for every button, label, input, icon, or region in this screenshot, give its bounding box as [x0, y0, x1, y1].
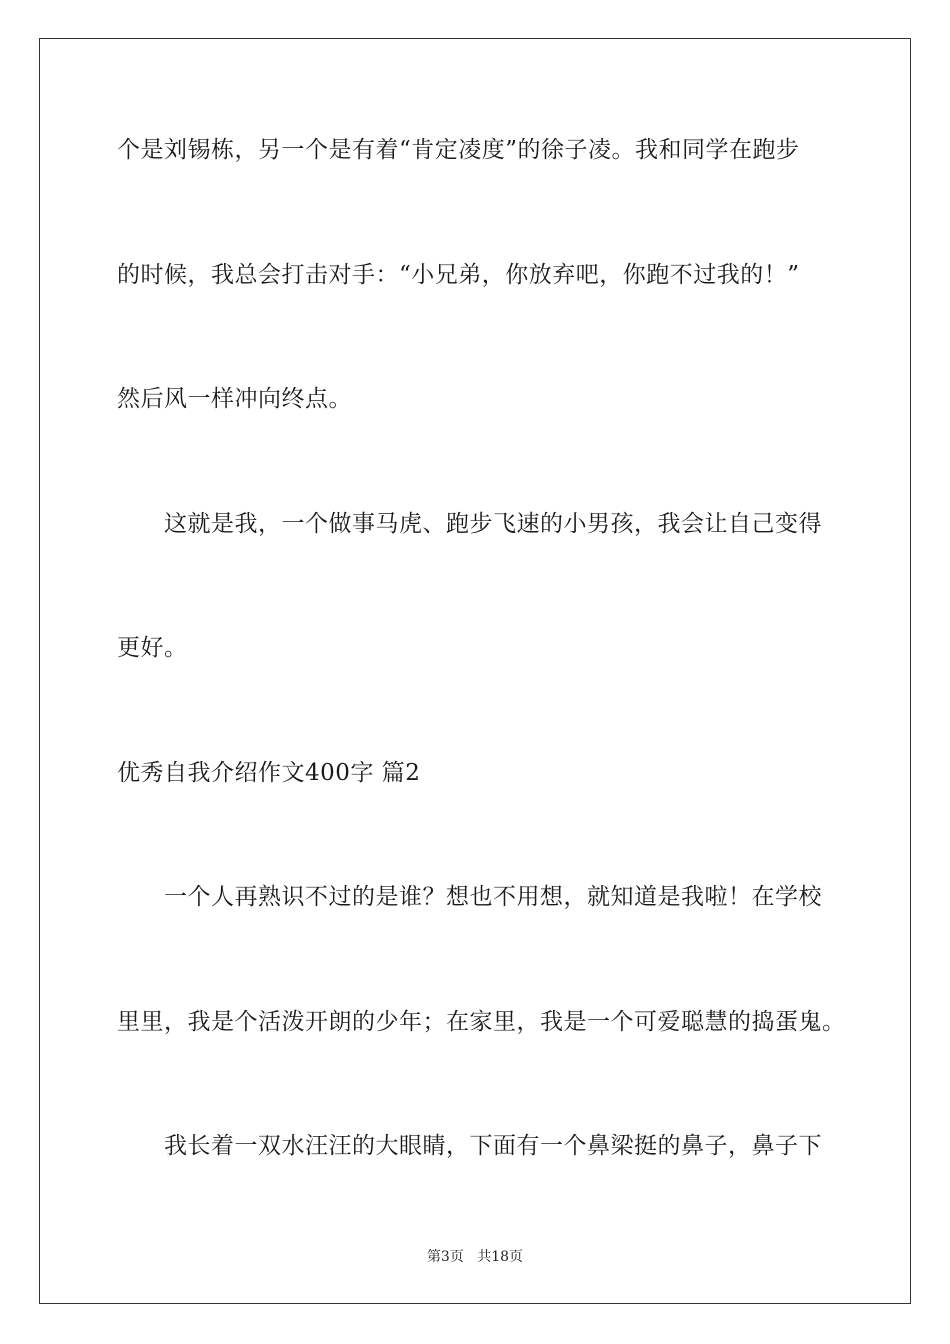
paragraph-line: 这就是我，一个做事马虎、跑步飞速的小男孩，我会让自己变得	[164, 511, 822, 537]
paragraph-line: 个是刘锡栋，另一个是有着“肯定凌度”的徐子凌。我和同学在跑步	[117, 137, 800, 163]
paragraph-line: 的时候，我总会打击对手：“小兄弟，你放弃吧，你跑不过我的！”	[117, 262, 800, 288]
page-border	[39, 38, 911, 1304]
page-number: 第3页	[426, 1249, 464, 1265]
paragraph-line: 一个人再熟识不过的是谁？想也不用想，就知道是我啦！在学校	[164, 884, 822, 910]
section-heading: 优秀自我介绍作文400字 篇2	[117, 760, 421, 786]
paragraph-line: 更好。	[117, 635, 188, 661]
page-footer	[0, 1248, 950, 1266]
paragraph-line: 我长着一双水汪汪的大眼睛，下面有一个鼻梁挺的鼻子，鼻子下	[164, 1133, 822, 1159]
total-pages: 共18页	[477, 1249, 524, 1265]
paragraph-line: 里里，我是个活泼开朗的少年；在家里，我是一个可爱聪慧的捣蛋鬼。	[117, 1009, 846, 1035]
paragraph-line: 然后风一样冲向终点。	[117, 386, 352, 412]
